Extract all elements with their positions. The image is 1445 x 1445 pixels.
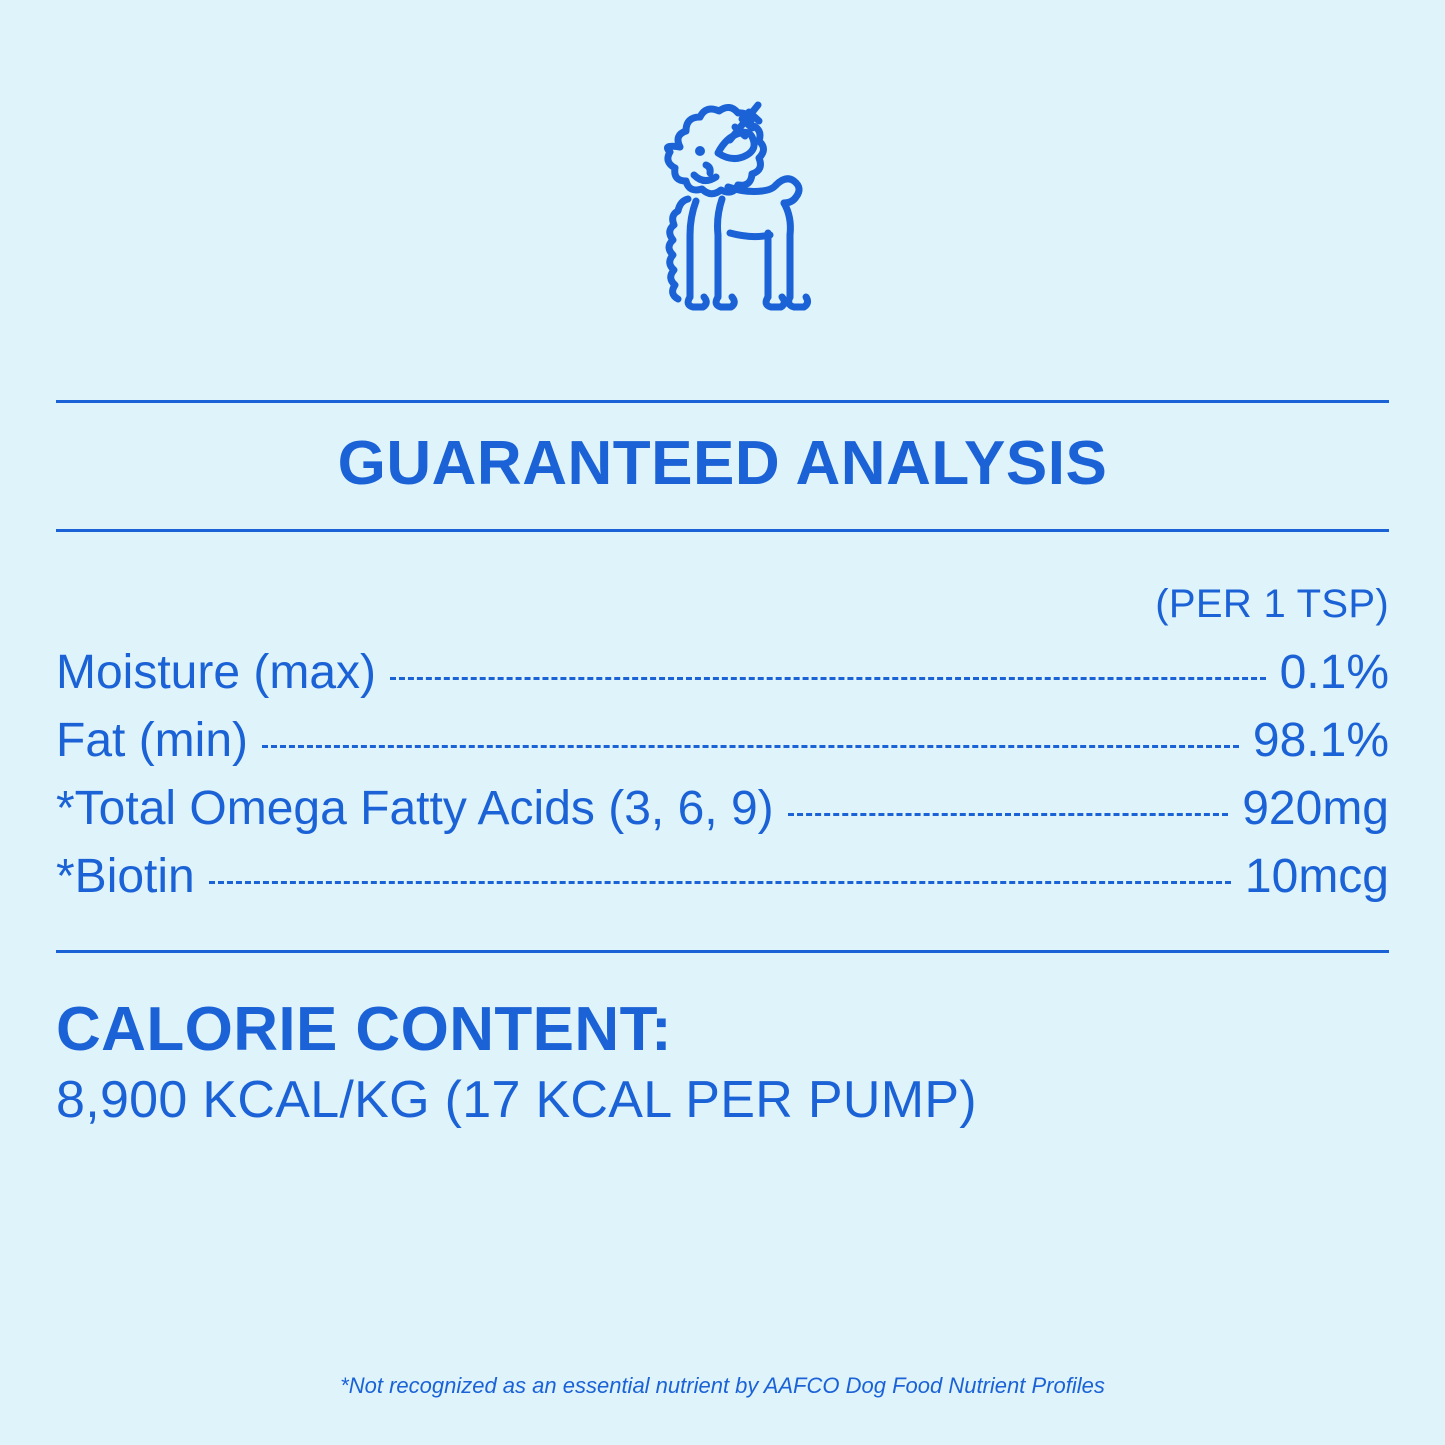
nutrient-label: *Biotin — [56, 850, 195, 904]
nutrient-value: 98.1% — [1252, 714, 1389, 768]
calorie-content-heading: CALORIE CONTENT: — [56, 994, 673, 1064]
page-title: GUARANTEED ANALYSIS — [337, 429, 1108, 498]
footnote: *Not recognized as an essential nutrient by AAFCO Dog Food Nutrient Profiles — [340, 1373, 1105, 1398]
table-row — [56, 775, 1389, 843]
calorie-content-value: 8,900 KCAL/KG (17 KCAL PER PUMP) — [56, 1070, 977, 1129]
logo-area — [56, 0, 1389, 400]
table-row — [56, 843, 1389, 911]
nutrient-label: Moisture (max) — [56, 646, 377, 699]
nutrient-value: 920mg — [1242, 782, 1389, 836]
nutrient-label: Fat (min) — [56, 714, 248, 768]
nutrient-label: *Total Omega Fatty Acids (3, 6, 9) — [56, 782, 774, 836]
serving-size-label: (PER 1 TSP) — [1155, 582, 1389, 626]
leader-dots — [788, 813, 1229, 816]
calorie-content-section — [56, 953, 1389, 1133]
leader-dots — [262, 745, 1239, 748]
leader-dots — [390, 677, 1266, 680]
table-row — [56, 639, 1389, 707]
table-row — [56, 707, 1389, 775]
leader-dots — [209, 881, 1231, 884]
analysis-rows — [56, 639, 1389, 950]
dog-grooming-icon — [618, 83, 828, 318]
nutrient-value: 10mcg — [1244, 850, 1389, 904]
nutrient-value: 0.1% — [1279, 646, 1389, 699]
